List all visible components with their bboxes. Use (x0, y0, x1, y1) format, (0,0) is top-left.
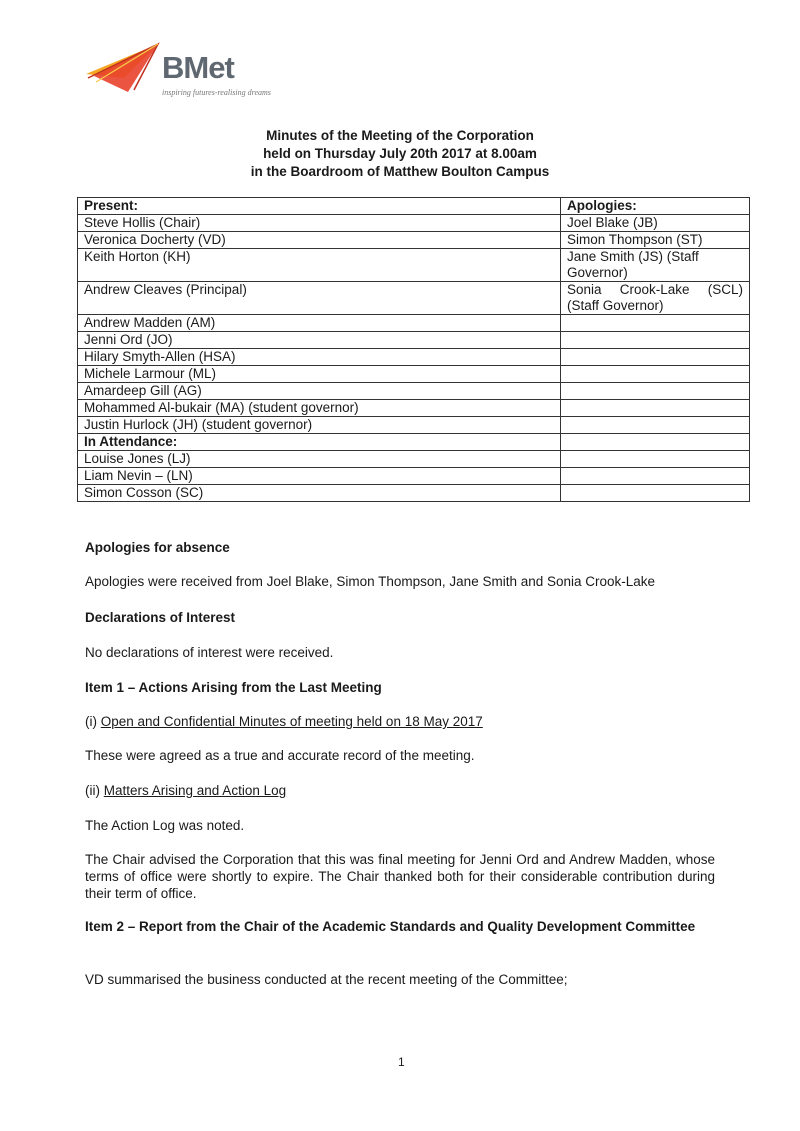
table-row (78, 332, 750, 349)
present-cell: Veronica Docherty (VD) (78, 232, 561, 249)
empty-cell (561, 400, 750, 417)
item1-sub1-paragraph: These were agreed as a true and accurate record of the meeting. (85, 748, 475, 763)
in-attendance-header: In Attendance: (78, 434, 561, 451)
table-row (78, 451, 750, 468)
empty-cell (561, 366, 750, 383)
empty-cell (561, 332, 750, 349)
table-row (78, 198, 750, 215)
present-cell: Justin Hurlock (JH) (student governor) (78, 417, 561, 434)
table-row (78, 315, 750, 332)
table-row (78, 349, 750, 366)
bmet-logo (84, 40, 314, 105)
document-title (0, 127, 800, 181)
item1-sub2-title: Matters Arising and Action Log (103, 783, 287, 798)
attendance-table (77, 197, 750, 502)
logo-wordmark: BMet (162, 50, 234, 85)
item1-chair-paragraph: The Chair advised the Corporation that this was final meeting for Jenni Ord and Andrew Madden, whose terms of office were shortly to expire. The Chair thanked both for their considerable contribution during their term of office. (85, 852, 715, 901)
table-row (78, 434, 750, 451)
title-line-2: held on Thursday July 20th 2017 at 8.00am (263, 146, 537, 161)
present-cell: Steve Hollis (Chair) (78, 215, 561, 232)
present-cell: Jenni Ord (JO) (78, 332, 561, 349)
table-row (78, 366, 750, 383)
empty-cell (561, 468, 750, 485)
apologies-header: Apologies: (561, 198, 750, 215)
declarations-paragraph: No declarations of interest were received. (85, 645, 334, 660)
present-cell: Keith Horton (KH) (78, 249, 561, 282)
present-cell: Andrew Cleaves (Principal) (78, 282, 561, 315)
attendance-cell: Simon Cosson (SC) (78, 485, 561, 502)
present-cell: Hilary Smyth-Allen (HSA) (78, 349, 561, 366)
empty-cell (561, 434, 750, 451)
table-row (78, 485, 750, 502)
table-row (78, 383, 750, 400)
item1-sub1-title: Open and Confidential Minutes of meeting held on 18 May 2017 (100, 714, 483, 729)
item2-paragraph: VD summarised the business conducted at the recent meeting of the Committee; (85, 972, 568, 987)
table-row (78, 232, 750, 249)
empty-cell (561, 383, 750, 400)
bmet-logo-mark-icon (84, 40, 164, 100)
table-row (78, 468, 750, 485)
title-line-3: in the Boardroom of Matthew Boulton Campus (250, 164, 550, 179)
declarations-heading: Declarations of Interest (85, 610, 236, 625)
apologies-cell: Joel Blake (JB) (561, 215, 750, 232)
item1-sub2-prefix: (ii) (85, 783, 104, 798)
attendance-cell: Louise Jones (LJ) (78, 451, 561, 468)
page-number: 1 (398, 1055, 405, 1069)
item1-heading: Item 1 – Actions Arising from the Last Meeting (85, 680, 382, 695)
apologies-paragraph: Apologies were received from Joel Blake, Simon Thompson, Jane Smith and Sonia Crook-Lake (85, 574, 656, 589)
present-cell: Andrew Madden (AM) (78, 315, 561, 332)
item1-sub1-heading (85, 713, 715, 730)
table-row (78, 215, 750, 232)
empty-cell (561, 417, 750, 434)
apologies-cell: Sonia Crook-Lake (SCL) (Staff Governor) (561, 282, 750, 315)
empty-cell (561, 315, 750, 332)
table-row (78, 249, 750, 282)
empty-cell (561, 451, 750, 468)
apologies-cell: Simon Thompson (ST) (561, 232, 750, 249)
item2-heading: Item 2 – Report from the Chair of the Academic Standards and Quality Development Committee (85, 919, 696, 934)
present-header: Present: (78, 198, 561, 215)
title-line-1: Minutes of the Meeting of the Corporation (266, 128, 534, 143)
logo-tagline: inspiring futures-realising dreams (162, 88, 271, 97)
item1-sub2-heading (85, 782, 715, 799)
item1-sub1-prefix: (i) (85, 714, 101, 729)
table-row (78, 282, 750, 315)
empty-cell (561, 349, 750, 366)
present-cell: Mohammed Al-bukair (MA) (student governor) (78, 400, 561, 417)
item1-sub2-paragraph: The Action Log was noted. (85, 818, 245, 833)
apologies-heading: Apologies for absence (85, 540, 230, 555)
table-row (78, 417, 750, 434)
apologies-cell: Jane Smith (JS) (Staff Governor) (561, 249, 750, 282)
present-cell: Michele Larmour (ML) (78, 366, 561, 383)
present-cell: Amardeep Gill (AG) (78, 383, 561, 400)
empty-cell (561, 485, 750, 502)
table-row (78, 400, 750, 417)
attendance-cell: Liam Nevin – (LN) (78, 468, 561, 485)
